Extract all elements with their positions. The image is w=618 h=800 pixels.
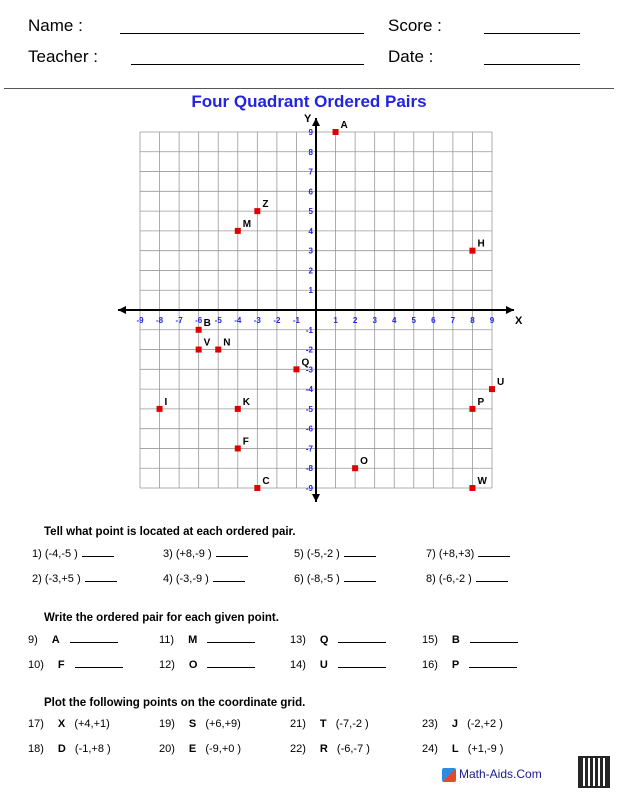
- date-label: Date :: [388, 47, 434, 66]
- point-label: W: [477, 476, 487, 487]
- question-item: [426, 571, 508, 585]
- x-tick-label: 8: [470, 316, 475, 325]
- answer-blank[interactable]: [476, 571, 508, 582]
- answer-blank[interactable]: [478, 546, 510, 557]
- point-label: M: [242, 218, 252, 230]
- question-number: 11): [159, 634, 175, 646]
- point-marker: [352, 465, 358, 471]
- question-number: 22): [290, 743, 306, 755]
- point-name: T: [319, 718, 327, 730]
- question-number: 21): [290, 718, 306, 730]
- point-label: U: [497, 377, 505, 389]
- x-tick-label: -6: [195, 316, 203, 325]
- x-tick-label: 4: [391, 316, 397, 325]
- question-number: 16): [422, 659, 438, 671]
- point-marker: [196, 327, 202, 333]
- question-item: [422, 743, 503, 755]
- point-label: V: [203, 337, 211, 349]
- y-tick-label: 1: [308, 286, 313, 296]
- question-item: [290, 718, 369, 730]
- answer-blank[interactable]: [207, 657, 255, 668]
- point-name: O: [188, 659, 198, 671]
- point-marker: [489, 386, 495, 392]
- question-item: [422, 657, 517, 671]
- y-tick-label: -5: [305, 404, 313, 414]
- y-tick-label: -9: [305, 484, 313, 493]
- ordered-pair: (-2,+2 ): [467, 718, 503, 730]
- question-item: [163, 546, 248, 560]
- y-tick-label: 6: [308, 187, 313, 197]
- answer-blank[interactable]: [82, 546, 114, 557]
- x-axis-arrow-left: [118, 306, 126, 314]
- answer-blank[interactable]: [207, 632, 255, 643]
- x-tick-label: 9: [489, 316, 495, 325]
- question-number: 23): [422, 718, 438, 730]
- question-item: [426, 546, 510, 560]
- point-label: Z: [262, 199, 269, 211]
- point-label: F: [242, 436, 249, 448]
- answer-blank[interactable]: [469, 657, 517, 668]
- answer-blank[interactable]: [338, 632, 386, 643]
- question-item: [294, 571, 376, 585]
- ordered-pair: (-1,+8 ): [74, 743, 111, 755]
- point-name: X: [57, 718, 66, 730]
- y-tick-label: 5: [308, 207, 313, 217]
- point-name: L: [451, 743, 459, 755]
- y-tick-label: -6: [305, 424, 313, 434]
- question-number: 9): [28, 634, 38, 646]
- question-item: [290, 743, 370, 755]
- y-tick-label: 9: [308, 128, 313, 137]
- question-number: 3): [163, 548, 173, 560]
- question-number: 7): [426, 548, 436, 560]
- point-name: B: [451, 634, 460, 646]
- question-item: [32, 546, 114, 560]
- question-number: 10): [28, 659, 44, 671]
- ordered-pair: (+8,+3): [438, 548, 475, 560]
- qr-code-icon: [578, 756, 610, 788]
- ordered-pair: (-7,-2 ): [335, 718, 369, 730]
- point-name: E: [188, 743, 197, 755]
- question-number: 18): [28, 743, 44, 755]
- question-number: 17): [28, 718, 44, 730]
- answer-blank[interactable]: [213, 571, 245, 582]
- question-number: 20): [159, 743, 175, 755]
- y-tick-label: 4: [308, 226, 313, 236]
- point-name: R: [319, 743, 328, 755]
- point-marker: [469, 406, 475, 412]
- question-item: [422, 632, 518, 646]
- x-tick-label: -2: [273, 316, 281, 325]
- ordered-pair: (+4,+1): [74, 718, 110, 730]
- question-number: 12): [159, 659, 175, 671]
- ordered-pair: (-6,-2 ): [438, 573, 472, 585]
- x-tick-label: -4: [234, 316, 242, 325]
- answer-blank[interactable]: [75, 657, 123, 668]
- y-tick-label: -8: [305, 464, 313, 474]
- point-label: H: [477, 238, 485, 250]
- answer-blank[interactable]: [70, 632, 118, 643]
- question-number: 8): [426, 573, 436, 585]
- x-tick-label: -8: [155, 316, 164, 325]
- x-axis-label: X: [515, 315, 523, 327]
- y-tick-label: -4: [305, 385, 313, 395]
- ordered-pair: (-3,-9 ): [175, 573, 209, 585]
- question-item: [159, 657, 255, 671]
- question-item: [32, 571, 117, 585]
- score-label: Score :: [388, 16, 442, 35]
- x-tick-label: -9: [136, 316, 144, 325]
- point-label: K: [242, 396, 251, 408]
- question-number: 2): [32, 573, 42, 585]
- y-tick-label: 3: [308, 246, 313, 256]
- y-tick-label: 2: [308, 266, 313, 276]
- question-item: [28, 718, 110, 730]
- point-label: N: [223, 337, 231, 349]
- point-name: U: [319, 659, 328, 671]
- point-marker: [235, 445, 241, 451]
- logo-text: Math-Aids.Com: [459, 767, 542, 781]
- point-marker: [254, 208, 260, 214]
- x-tick-label: 7: [450, 316, 456, 325]
- x-tick-label: 6: [431, 316, 436, 325]
- answer-blank[interactable]: [344, 546, 376, 557]
- question-item: [290, 657, 386, 671]
- ordered-pair: (+6,+9): [205, 718, 241, 730]
- question-item: [163, 571, 245, 585]
- x-tick-label: 3: [372, 316, 377, 325]
- point-marker: [215, 347, 221, 353]
- point-label: O: [360, 456, 368, 468]
- question-item: [159, 743, 241, 755]
- x-tick-label: -7: [175, 316, 183, 325]
- question-item: [290, 632, 386, 646]
- question-item: [28, 632, 118, 646]
- question-item: [294, 546, 376, 560]
- answer-blank[interactable]: [470, 632, 518, 643]
- point-name: J: [451, 718, 459, 730]
- y-tick-label: -7: [305, 444, 313, 454]
- question-number: 4): [163, 573, 173, 585]
- point-marker: [157, 406, 163, 412]
- x-tick-label: -1: [292, 316, 301, 325]
- x-tick-label: 1: [333, 316, 338, 325]
- question-item: [159, 632, 255, 646]
- section2-heading: Write the ordered pair for each given point.: [44, 612, 279, 624]
- point-name: M: [188, 634, 198, 646]
- ordered-pair: (-4,-5 ): [44, 548, 78, 560]
- worksheet-title: Four Quadrant Ordered Pairs: [191, 92, 427, 111]
- question-number: 24): [422, 743, 438, 755]
- ordered-pair: (-9,+0 ): [205, 743, 242, 755]
- point-marker: [254, 485, 260, 491]
- section3-heading: Plot the following points on the coordinate grid.: [44, 697, 306, 709]
- question-item: [159, 718, 241, 730]
- ordered-pair: (+8,-9 ): [175, 548, 212, 560]
- name-label: Name :: [28, 16, 83, 35]
- x-tick-label: -5: [214, 316, 222, 325]
- question-number: 19): [159, 718, 175, 730]
- point-label: I: [164, 396, 168, 408]
- point-name: A: [51, 634, 60, 646]
- point-marker: [196, 347, 202, 353]
- point-marker: [235, 228, 241, 234]
- point-marker: [469, 485, 475, 491]
- point-name: D: [57, 743, 66, 755]
- point-marker: [469, 248, 475, 254]
- ordered-pair: (-5,-2 ): [306, 548, 340, 560]
- answer-blank[interactable]: [338, 657, 386, 668]
- question-number: 15): [422, 634, 438, 646]
- ordered-pair: (+1,-9 ): [467, 743, 504, 755]
- point-marker: [293, 366, 299, 372]
- point-name: Q: [319, 634, 329, 646]
- point-name: P: [451, 659, 460, 671]
- math-aids-logo-icon: [442, 768, 456, 782]
- y-axis-arrow-down: [312, 494, 320, 502]
- point-label: A: [340, 120, 348, 131]
- y-tick-label: -3: [305, 365, 313, 375]
- x-tick-label: -3: [253, 316, 261, 325]
- answer-blank[interactable]: [216, 546, 248, 557]
- y-axis-label: Y: [304, 113, 312, 125]
- question-number: 1): [32, 548, 42, 560]
- y-axis-arrow-up: [312, 118, 320, 126]
- point-name: F: [57, 659, 65, 671]
- y-tick-label: 7: [308, 167, 313, 177]
- ordered-pair: (-6,-7 ): [336, 743, 370, 755]
- x-tick-label: 2: [352, 316, 358, 325]
- x-tick-label: 5: [411, 316, 417, 325]
- question-number: 6): [294, 573, 304, 585]
- question-number: 14): [290, 659, 306, 671]
- section1-heading: Tell what point is located at each ordered pair.: [44, 526, 296, 538]
- point-label: B: [203, 317, 211, 329]
- question-item: [28, 657, 123, 671]
- answer-blank[interactable]: [85, 571, 117, 582]
- question-number: 5): [294, 548, 304, 560]
- y-tick-label: -2: [305, 345, 313, 355]
- point-name: S: [188, 718, 197, 730]
- answer-blank[interactable]: [344, 571, 376, 582]
- question-item: [422, 718, 503, 730]
- question-item: [28, 743, 111, 755]
- point-label: C: [262, 476, 270, 487]
- math-aids-logo: [442, 767, 542, 782]
- point-marker: [333, 129, 339, 135]
- ordered-pair: (-8,-5 ): [306, 573, 340, 585]
- teacher-label: Teacher :: [28, 47, 98, 66]
- ordered-pair: (-3,+5 ): [44, 573, 81, 585]
- point-label: Q: [301, 357, 310, 369]
- point-marker: [235, 406, 241, 412]
- y-tick-label: 8: [308, 147, 313, 157]
- point-label: P: [477, 396, 485, 408]
- question-number: 13): [290, 634, 306, 646]
- x-axis-arrow-right: [506, 306, 514, 314]
- y-tick-label: -1: [305, 325, 313, 335]
